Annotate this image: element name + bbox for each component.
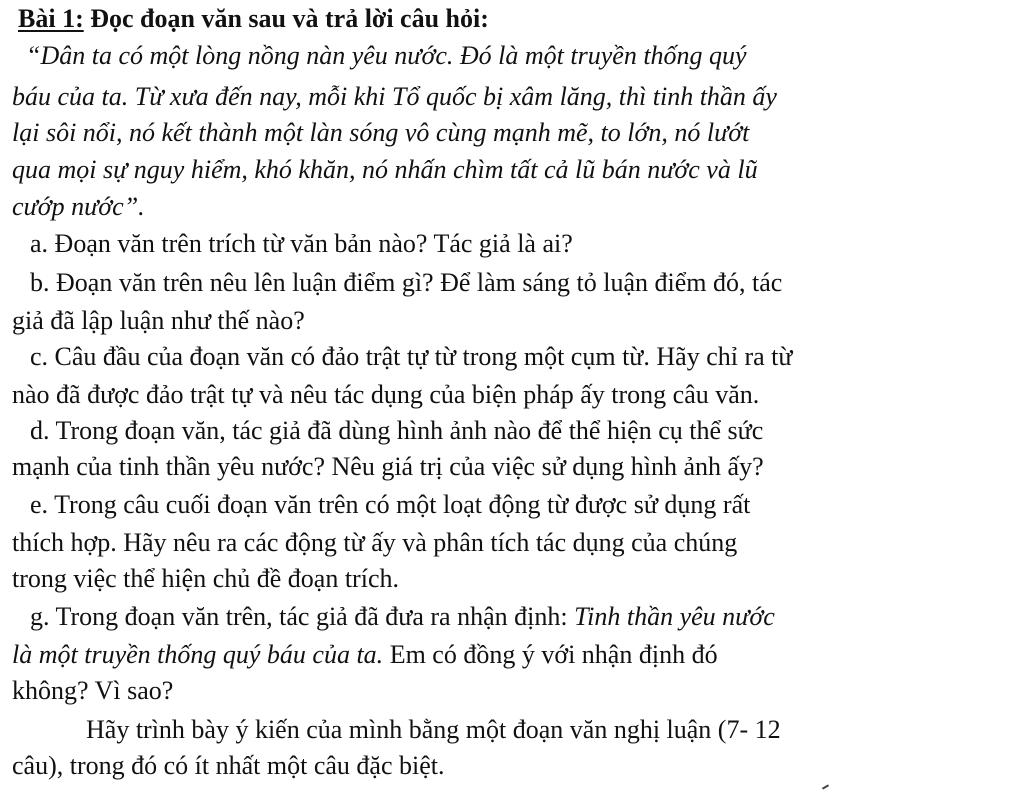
quote-line-2: báu của ta. Từ xưa đến nay, mỗi khi Tổ quốc bị xâm lăng, thì tinh thần ấy [12,82,777,111]
writing-task-line-2: câu), trong đó có ít nhất một câu đặc biệt. [12,751,445,780]
question-c-line-2: nào đã được đảo trật tự và nêu tác dụng của biện pháp ấy trong câu văn. [12,380,760,409]
question-g-line-2 [12,640,718,670]
question-c-line-1: c. Câu đầu của đoạn văn có đảo trật tự từ trong một cụm từ. Hãy chỉ ra từ [30,342,793,371]
question-g-text: g. Trong đoạn văn trên, tác giả đã đưa ra nhận định: [30,602,575,631]
exercise-title [18,4,489,34]
writing-task-line-1: Hãy trình bày ý kiến của mình bằng một đoạn văn nghị luận (7- 12 [86,715,781,744]
quote-line-3: lại sôi nổi, nó kết thành một làn sóng vô cùng mạnh mẽ, to lớn, nó lướt [12,118,750,147]
question-g-text-cont: Em có đồng ý với nhận định đó [383,640,718,669]
question-g-quoted-claim: Tinh thần yêu nước [574,602,775,631]
question-e-line-1: e. Trong câu cuối đoạn văn trên có một loạt động từ được sử dụng rất [30,490,751,519]
quote-line-5: cướp nước”. [12,192,145,221]
question-b-line-1: b. Đoạn văn trên nêu lên luận điểm gì? Để làm sáng tỏ luận điểm đó, tác [30,268,783,297]
question-e-line-3: trong việc thể hiện chủ đề đoạn trích. [12,564,399,593]
question-g-line-1 [30,602,775,632]
question-d-line-1: d. Trong đoạn văn, tác giả đã dùng hình ảnh nào để thể hiện cụ thể sức [30,416,764,445]
question-d-line-2: mạnh của tinh thần yêu nước? Nêu giá trị của việc sử dụng hình ảnh ấy? [12,452,764,481]
quote-line-4: qua mọi sự nguy hiểm, khó khăn, nó nhấn chìm tất cả lũ bán nước và lũ [12,155,758,184]
quote-line-1: “Dân ta có một lòng nồng nàn yêu nước. Đó là một truyền thống quý [26,41,747,70]
question-a: a. Đoạn văn trên trích từ văn bản nào? Tác giả là ai? [30,229,573,258]
scan-mark [822,784,829,789]
exercise-instruction: Đọc đoạn văn sau và trả lời câu hỏi: [83,4,489,33]
exercise-number: Bài 1: [18,4,84,33]
question-g-line-3: không? Vì sao? [12,676,174,705]
question-e-line-2: thích hợp. Hãy nêu ra các động từ ấy và phân tích tác dụng của chúng [12,528,738,557]
question-g-quoted-claim-end: là một truyền thống quý báu của ta. [12,640,384,669]
question-b-line-2: giả đã lập luận như thế nào? [12,306,305,335]
